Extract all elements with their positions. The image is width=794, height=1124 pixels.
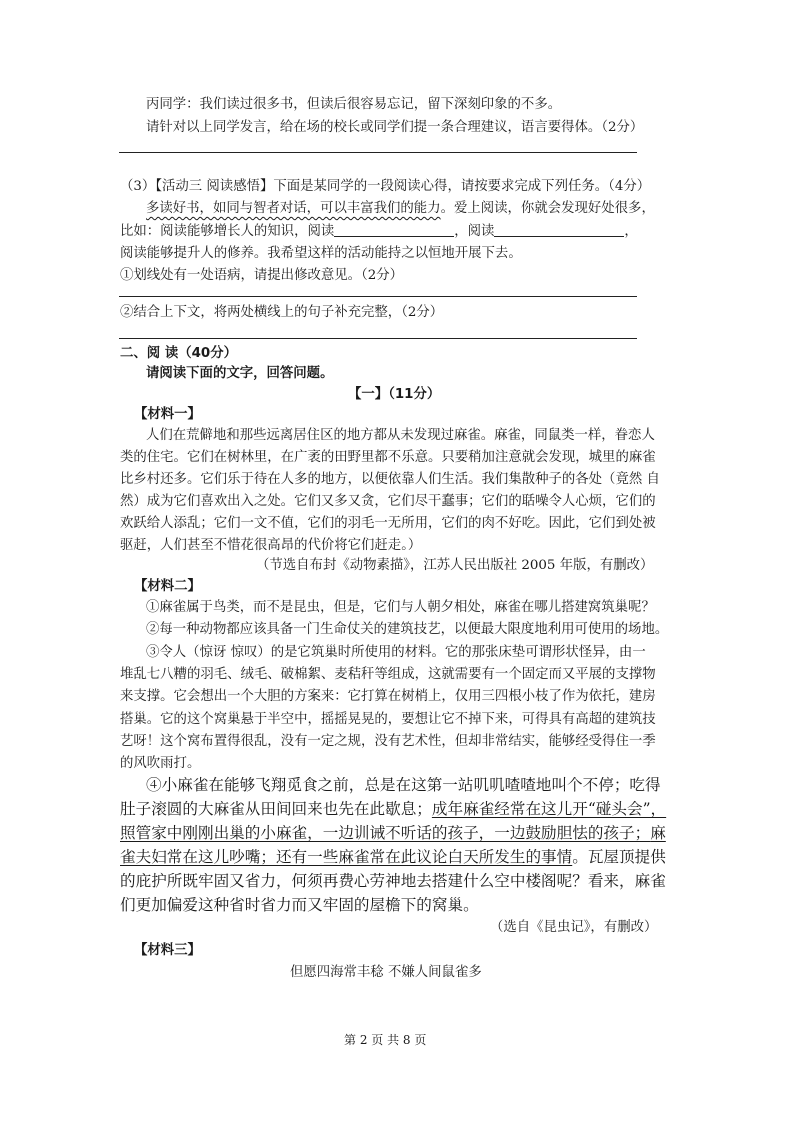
q3-line3: 阅读能够提升人的修养。我希望这样的活动能持之以恒地开展下去。 <box>120 246 522 261</box>
q3-line2-b: ，阅读 <box>454 224 495 239</box>
q3-sub1: ①划线处有一处语病，请提出修改意见。（2分） <box>120 268 404 283</box>
q2-instruction: 请针对以上同学发言，给在场的校长或同学们提一条合理建议，语言要得体。（2分） <box>146 120 644 135</box>
material-3-label: 【材料三】 <box>134 943 201 958</box>
section-instruction: 请阅读下面的文字，回答问题。 <box>146 366 334 381</box>
b-student-statement: 丙同学：我们读过很多书，但读后很容易忘记，留下深刻印象的不多。 <box>146 97 562 112</box>
m2-p3-line: 的风吹雨打。 <box>120 756 201 771</box>
m2-p4-line <box>120 845 666 869</box>
wavy-sentence: 多读好书，如同与智者对话，可以丰富我们的能力 <box>146 201 441 216</box>
page-number: 第 2 页 共 8 页 <box>344 1033 427 1047</box>
m2-source: （选自《昆虫记》，有删改） <box>490 920 658 935</box>
q3-line2-a: 比如：阅读能够增长人的知识，阅读 <box>120 224 335 239</box>
q3-sub2: ②结合上下文，将两处横线上的句子补充完整，（2分） <box>120 305 444 320</box>
section-title: 二、阅 读（40分） <box>120 346 238 361</box>
material-2-label: 【材料二】 <box>134 579 201 594</box>
q3-line2: 比如：阅读能够增长人的知识，阅读 ，阅读 ， <box>120 224 638 239</box>
m1-line: 人们在荒僻地和那些远离居住区的地方都从未发现过麻雀。麻雀，同鼠类一样，眷恋人 <box>146 428 655 443</box>
q3-header: （3）【活动三 阅读感悟】下面是某同学的一段阅读心得，请按要求完成下列任务。（4分） <box>120 179 651 194</box>
m2-p4-line <box>120 821 666 845</box>
m2-p4-line: 们更加偏爱这种省时省力而又牢固的屋檐下的窝巢。 <box>120 896 479 914</box>
m2-paragraph-2: ②每一种动物都应该具备一门生命仗关的建筑技艺，以便最大限度地利用可使用的场地。 <box>146 622 669 637</box>
answer-line-q2 <box>119 152 637 153</box>
m2-p4-line <box>120 797 666 821</box>
m2-p3-line: 搭巢。它的这个窝巢悬于半空中，摇摇晃晃的，要想让它不掉下来，可得具有高超的建筑技 <box>120 712 656 727</box>
m1-line: 比乡村还多。它们乐于待在人多的地方，以便依靠人们生活。我们集散种子的各处（竟然 自 <box>120 472 660 487</box>
m2-p3-line: 堆乱七八糟的羽毛、绒毛、破棉絮、麦秸秆等组成，这就需要有一个固定而又平展的支撑物 <box>120 667 656 682</box>
fill-blank-2[interactable] <box>494 222 624 237</box>
m2-p3-line: 来支撑。它会想出一个大胆的方案来：它打算在树梢上，仅用三四根小枝了作为依托，建房 <box>120 689 656 704</box>
underlined-sentence: 雀夫妇常在这儿吵嘴；还有一些麻雀常在此议论白天所发生的事情 <box>120 848 573 866</box>
m1-line: 欢跃给人添乱；它们一文不值，它们的羽毛一无所用，它们的肉不好吃。因此，它们到处被 <box>120 516 656 531</box>
m2-p3-line: 艺呀！这个窝布置得很乱，没有一定之规，没有艺术性，但却非常结实，能够经受得住一季 <box>120 734 656 749</box>
fill-blank-1[interactable] <box>334 222 454 237</box>
m2-p4-l4b: 。瓦屋顶提供 <box>572 848 666 866</box>
m2-p4-l2a: 肚子滚圆的大麻雀从田间回来也先在此歇息； <box>120 800 432 818</box>
m1-line: 驱赶，人们甚至不惜花很高昂的代价将它们赶走。） <box>120 538 422 553</box>
m3-couplet: 但愿四海常丰稔 不嫌人间鼠雀多 <box>290 965 482 980</box>
underlined-sentence: 麻 <box>650 824 666 842</box>
m1-source: （节选自布封《动物素描》，江苏人民出版社 2005 年版，有删改） <box>256 558 654 573</box>
q3-line1-rest: 。爱上阅读，你就会发现好处很多， <box>440 201 655 216</box>
material-1-label: 【材料一】 <box>134 407 201 422</box>
underlined-sentence: 成年麻雀经常在这儿开“碰头会”， <box>431 800 667 818</box>
answer-line-sub1 <box>119 296 637 297</box>
m1-line: 然）成为它们喜欢出入之处。它们又多又贪，它们尽干蠢事；它们的聒噪令人心烦，它们的 <box>120 494 656 509</box>
m1-line: 类的住宅。它们在树林里，在广袤的田野里都不乐意。只要稍加注意就会发现，城里的麻雀 <box>120 450 656 465</box>
m2-p4-line: 的庇护所既牢固又省力，何须再费心劳神地去搭建什么空中楼阁呢？看来，麻雀 <box>120 872 666 890</box>
m2-p4-line: ④小麻雀在能够飞翔觅食之前，总是在这第一站叽叽喳喳地叫个不停；吃得 <box>146 776 661 794</box>
part-heading: 【一】（11分） <box>348 387 441 402</box>
q3-line1 <box>146 199 655 219</box>
m2-paragraph-1: ①麻雀属于鸟类，而不是昆虫，但是，它们与人朝夕相处，麻雀在哪儿搭建窝筑巢呢？ <box>146 600 655 615</box>
answer-line-sub2 <box>119 338 637 339</box>
m2-p3-line: ③令人（惊讶 惊叹）的是它筑巢时所使用的材料。它的那张床垫可谓形状怪异，由一 <box>146 645 646 660</box>
underlined-sentence: 照管家中刚刚出巢的小麻雀，一边训诫不听话的孩子，一边鼓励胆怯的孩子； <box>120 824 651 842</box>
